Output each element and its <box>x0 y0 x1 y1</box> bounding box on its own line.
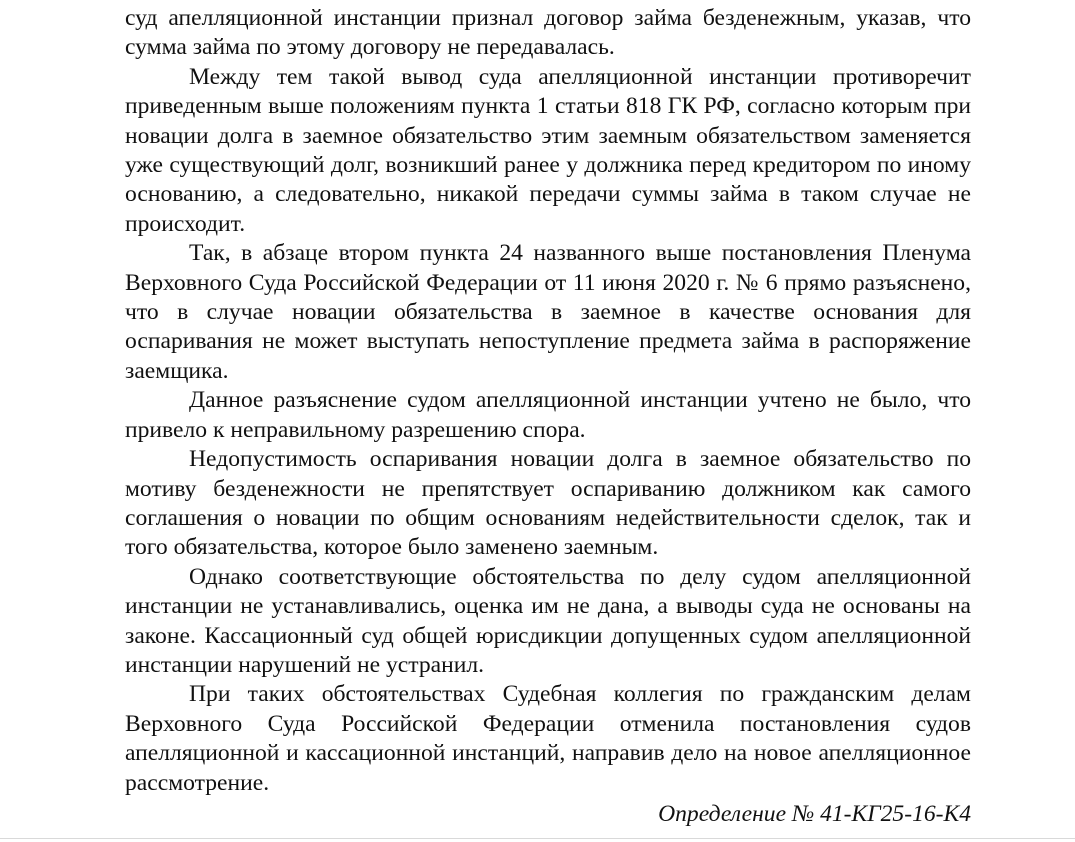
ruling-citation: Определение № 41-КГ25-16-К4 <box>658 800 971 827</box>
paragraph-inadmissibility: Недопустимость оспаривания новации долга в заемное обязательство по мотиву безденежности не препятствует оспариванию должником как самого соглашения о новации по общим основаниям недействительности сделок, так и того обязательства, которое было заменено заемным. <box>125 446 971 561</box>
paragraph-continuation: суд апелляционной инстанции признал договор займа безденежным, указав, что сумма займа по этому договору не передавалась. <box>125 5 971 61</box>
page-bottom-divider <box>0 838 1075 839</box>
paragraph-circumstances: Однако соответствующие обстоятельства по делу судом апелляционной инстанции не устанавливались, оценка им не дана, а выводы суда не основаны на законе. Кассационный суд общей юрисдикции допущенных судом апелляционной инстанции нарушений не устранил. <box>125 563 971 678</box>
paragraph-ruling: При таких обстоятельствах Судебная коллегия по гражданским делам Верховного Суда Российской Федерации отменила постановления судов апелляционной и кассационной инстанций, направив дело на новое апелляционное рассмотрение. <box>125 681 971 796</box>
document-text <box>125 4 971 829</box>
paragraph-clarification-ignored: Данное разъяснение судом апелляционной инстанции учтено не было, что привело к неправильному разрешению спора. <box>125 387 971 443</box>
paragraph-plenum-clarification: Так, в абзаце втором пункта 24 названного выше постановления Пленума Верховного Суда Российской Федерации от 11 июня 2020 г. № 6 прямо разъяснено, что в случае новации обязательства в заемное в качестве основания для оспаривания не может выступать непоступление предмета займа в распоряжение заемщика. <box>125 240 971 384</box>
paragraph-novation-conclusion: Между тем такой вывод суда апелляционной инстанции противоречит приведенным выше положениям пункта 1 статьи 818 ГК РФ, согласно которым при новации долга в заемное обязательство этим заемным обязательством заменяется уже существующий долг, возникший ранее у должника перед кредитором по иному основанию, а следовательно, никакой передачи суммы займа в таком случае не происходит. <box>125 63 971 237</box>
